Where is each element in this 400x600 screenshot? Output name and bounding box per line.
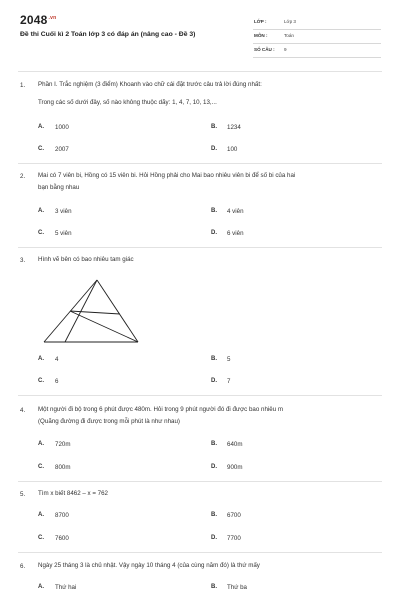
q3-option-d-letter[interactable]: D. [211,378,217,384]
question-6-number: 6. [20,563,26,570]
q2-option-b-text[interactable]: 4 viên [227,208,244,215]
meta-class-row [253,17,381,30]
document-header [0,0,400,68]
question-1-number: 1. [20,82,26,89]
q4-option-b-text[interactable]: 640m [227,441,243,448]
question-4-line-2: (Quãng đường đi được trong mỗi phút là như nhau) [38,418,180,425]
q2-option-a-letter[interactable]: A. [38,208,44,214]
header-divider [18,71,382,72]
q1-option-b-text[interactable]: 1234 [227,124,241,131]
q2-option-b-letter[interactable]: B. [211,208,217,214]
q5-option-a-text[interactable]: 8700 [55,512,69,519]
q6-option-b-letter[interactable]: B. [211,584,217,590]
q4-option-c-letter[interactable]: C. [38,464,44,470]
meta-count-key: SỐ CÂU : [254,47,275,52]
question-divider [18,552,382,553]
q4-option-d-letter[interactable]: D. [211,464,217,470]
q4-option-d-text[interactable]: 900m [227,464,243,471]
question-6-text [38,560,380,572]
q2-option-c-text[interactable]: 5 viên [55,230,72,237]
meta-class-value: Lớp 3 [284,19,296,24]
q2-option-d-letter[interactable]: D. [211,230,217,236]
question-divider [18,247,382,248]
question-4-number: 4. [20,407,26,414]
question-2-number: 2. [20,173,26,180]
triangle-figure [40,276,150,348]
q2-option-c-letter[interactable]: C. [38,230,44,236]
q4-option-a-letter[interactable]: A. [38,441,44,447]
question-2-line-2: bạn bằng nhau [38,184,80,191]
meta-class-key: LỚP : [254,19,267,24]
question-divider [18,163,382,164]
question-1-text [38,79,380,109]
q6-option-a-letter[interactable]: A. [38,584,44,590]
q1-option-c-text[interactable]: 2007 [55,146,69,153]
q1-option-c-letter[interactable]: C. [38,146,44,152]
question-2-line-1: Mai có 7 viên bi, Hồng có 15 viên bi. Hỏi Hồng phải cho Mai bao nhiêu viên bi để số bi của hai [38,172,296,179]
site-logo[interactable] [20,13,56,27]
logo-text: 2048 [20,13,48,27]
q3-option-b-letter[interactable]: B. [211,356,217,362]
q5-option-b-letter[interactable]: B. [211,512,217,518]
q1-option-b-letter[interactable]: B. [211,124,217,130]
meta-count-row [253,45,381,58]
q6-option-a-text[interactable]: Thứ hai [55,584,77,591]
q2-option-d-text[interactable]: 6 viên [227,230,244,237]
q4-option-a-text[interactable]: 720m [55,441,71,448]
q2-option-a-text[interactable]: 3 viên [55,208,72,215]
q3-option-b-text[interactable]: 5 [227,356,231,363]
question-5-line-1: Tìm x biết 8462 – x = 762 [38,490,108,497]
meta-count-value: 9 [284,47,287,52]
question-5-text [38,488,380,500]
q5-option-c-text[interactable]: 7600 [55,535,69,542]
question-2-text [38,170,380,194]
meta-subject-key: MÔN : [254,33,268,38]
q1-option-a-letter[interactable]: A. [38,124,44,130]
q3-option-a-letter[interactable]: A. [38,356,44,362]
question-5-number: 5. [20,491,26,498]
triangle-crossbar [70,311,120,314]
q5-option-c-letter[interactable]: C. [38,535,44,541]
question-3-text [38,254,380,266]
question-1-line-2: Trong các số dưới đây, số nào không thuộc dãy: 1, 4, 7, 10, 13,... [38,99,217,106]
question-4-line-1: Một người đi bộ trong 6 phút được 480m. Hỏi trong 9 phút người đó đi được bao nhiêu m [38,406,284,413]
q4-option-c-text[interactable]: 800m [55,464,71,471]
logo-suffix: .vn [48,15,57,21]
q3-option-c-letter[interactable]: C. [38,378,44,384]
page-title: Đề thi Cuối kì 2 Toán lớp 3 có đáp án (nâng cao - Đề 3) [20,31,196,38]
question-divider [18,481,382,482]
question-3-number: 3. [20,257,26,264]
question-divider [18,395,382,396]
q6-option-b-text[interactable]: Thứ ba [227,584,247,591]
q5-option-a-letter[interactable]: A. [38,512,44,518]
question-1-line-1: Phần I. Trắc nghiệm (3 điểm) Khoanh vào chữ cái đặt trước câu trả lời đúng nhất: [38,81,262,88]
question-3-line-1: Hình vẽ bên có bao nhiêu tam giác [38,256,134,263]
q5-option-d-letter[interactable]: D. [211,535,217,541]
question-6-line-1: Ngày 25 tháng 3 là chủ nhật. Vậy ngày 10 tháng 4 (của cùng năm đó) là thứ mấy [38,562,260,569]
q1-option-d-text[interactable]: 100 [227,146,238,153]
q1-option-a-text[interactable]: 1000 [55,124,69,131]
meta-subject-row [253,31,381,44]
q1-option-d-letter[interactable]: D. [211,146,217,152]
meta-subject-value: Toán [284,33,294,38]
q4-option-b-letter[interactable]: B. [211,441,217,447]
question-4-text [38,404,380,428]
q3-option-d-text[interactable]: 7 [227,378,231,385]
triangle-inner-line [65,280,97,342]
q3-option-a-text[interactable]: 4 [55,356,59,363]
q5-option-b-text[interactable]: 6700 [227,512,241,519]
q5-option-d-text[interactable]: 7700 [227,535,241,542]
q3-option-c-text[interactable]: 6 [55,378,59,385]
